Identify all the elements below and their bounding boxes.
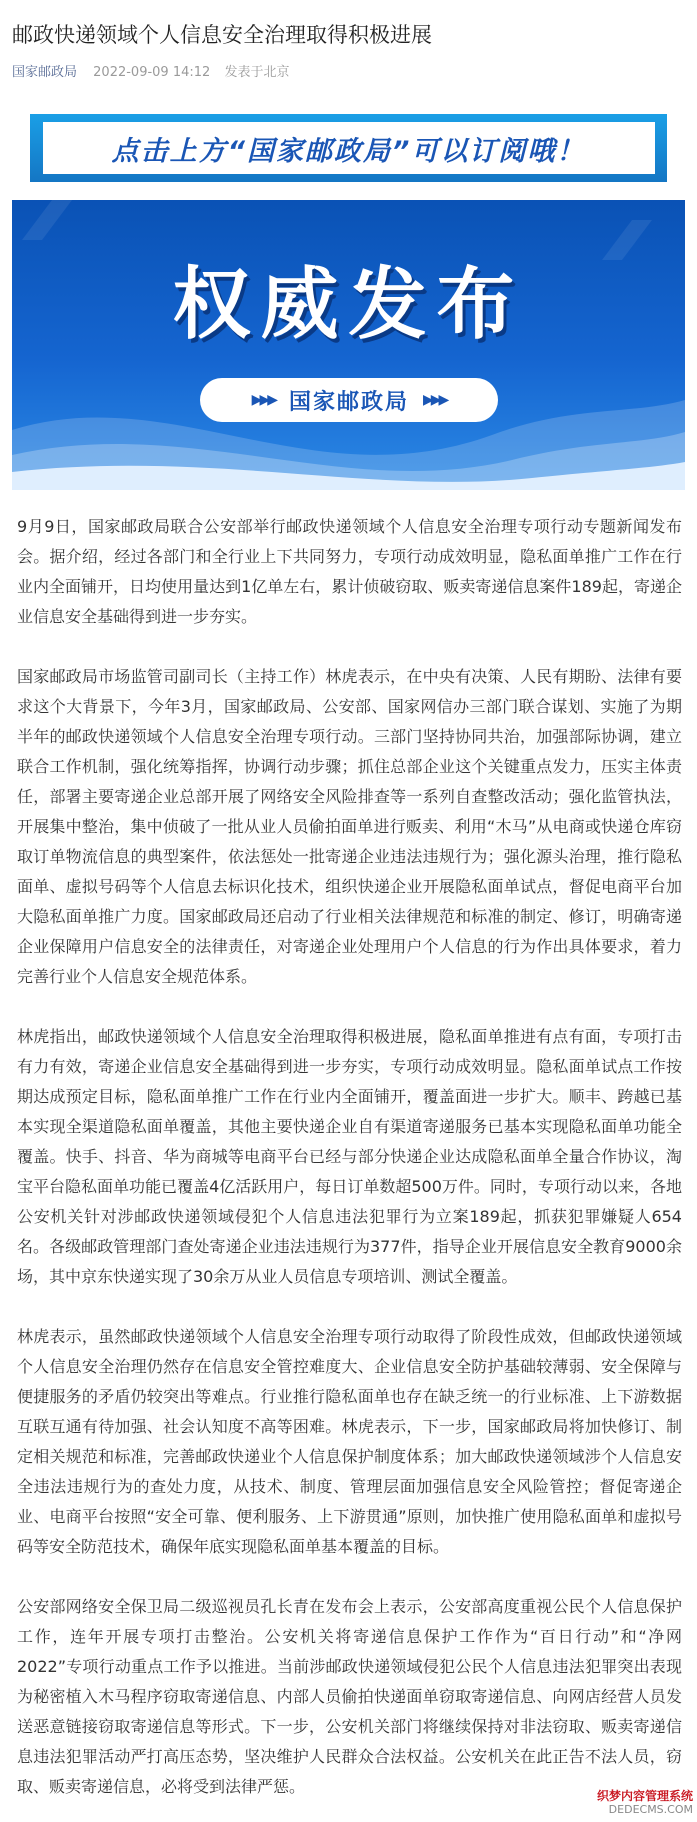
account-name-link[interactable]: 国家邮政局	[12, 65, 78, 80]
article-body	[17, 512, 682, 1822]
subscribe-banner-text: 点击上方“国家邮政局”可以订阅哦！	[43, 122, 655, 174]
article-paragraph: 林虎表示，虽然邮政快递领域个人信息安全治理专项行动取得了阶段性成效，但邮政快递领域个人信息安全治理仍然存在信息安全管控难度大、企业信息安全防护基础较薄弱、安全保障与便捷服务的矛盾仍较突出等难点。行业推行隐私面单也存在缺乏统一的行业标准、上下游数据互联互通有待加强、社会认知度不高等困难。林虎表示，下一步，国家邮政局将加快修订、制定相关规范和标准，完善邮政快递业个人信息保护制度体系；加大邮政快递领域涉个人信息安全违法违规行为的查处力度，从技术、制度、管理层面加强信息安全风险管控；督促寄递企业、电商平台按照“安全可靠、便利服务、上下游贯通”原则，加快推广使用隐私面单和虚拟号码等安全防范技术，确保年底实现隐私面单基本覆盖的目标。	[17, 1327, 682, 1556]
publish-location: 发表于北京	[224, 65, 290, 80]
article-meta	[12, 64, 289, 82]
article-paragraph: 林虎指出，邮政快递领域个人信息安全治理取得积极进展，隐私面单推进有点有面，专项打击有力有效，寄递企业信息安全基础得到进一步夯实，专项行动成效明显。隐私面单试点工作按期达成预定目标，隐私面单推广工作在行业内全面铺开，覆盖面进一步扩大。顺丰、跨越已基本实现全渠道隐私面单覆盖，其他主要快递企业自有渠道寄递服务已基本实现隐私面单功能全覆盖。快手、抖音、华为商城等电商平台已经与部分快递企业达成隐私面单全量合作协议，淘宝平台隐私面单功能已覆盖4亿活跃用户，每日订单数超500万件。同时，专项行动以来，各地公安机关针对涉邮政快递领域侵犯个人信息违法犯罪行为立案189起，抓获犯罪嫌疑人654名。各级邮政管理部门查处寄递企业违法违规行为377件，指导企业开展信息安全教育9000余场，其中京东快递实现了30余万从业人员信息专项培训、测试全覆盖。	[17, 1027, 682, 1286]
hero-banner-image	[12, 200, 685, 490]
watermark-line1: 织梦内容管理系统	[596, 1789, 693, 1803]
publish-date: 2022-09-09 14:12	[93, 65, 211, 80]
hero-badge-label: 国家邮政局	[288, 389, 409, 415]
chevron-right-icon: ▶▶▶	[251, 392, 275, 408]
article-title: 邮政快递领域个人信息安全治理取得积极进展	[12, 23, 432, 47]
chevron-right-icon: ▶▶▶	[423, 392, 447, 408]
watermark-line2: DEDECMS.COM	[608, 1803, 693, 1816]
hero-badge	[200, 378, 498, 422]
site-watermark	[597, 1789, 693, 1816]
article-paragraph: 国家邮政局市场监管司副司长（主持工作）林虎表示，在中央有决策、人民有期盼、法律有要求这个大背景下，今年3月，国家邮政局、公安部、国家网信办三部门联合谋划、实施了为期半年的邮政快递领域个人信息安全治理专项行动。三部门坚持协同共治，加强部际协调，建立联合工作机制，强化统筹指挥，协调行动步骤；抓住总部企业这个关键重点发力，压实主体责任，部署主要寄递企业总部开展了网络安全风险排查等一系列自查整改活动；强化监管执法，开展集中整治，集中侦破了一批从业人员偷拍面单进行贩卖、利用“木马”从电商或快递仓库窃取订单物流信息的典型案件，依法惩处一批寄递企业违法违规行为；强化源头治理，推行隐私面单、虚拟号码等个人信息去标识化技术，组织快递企业开展隐私面单试点，督促电商平台加大隐私面单推广力度。国家邮政局还启动了行业相关法律规范和标准的制定、修订，明确寄递企业保障用户信息安全的法律责任，对寄递企业处理用户个人信息的行为作出具体要求，着力完善行业个人信息安全规范体系。	[17, 667, 682, 986]
article-paragraph: 9月9日，国家邮政局联合公安部举行邮政快递领域个人信息安全治理专项行动专题新闻发布会。据介绍，经过各部门和全行业上下共同努力，专项行动成效明显，隐私面单推广工作在行业内全面铺开，日均使用量达到1亿单左右，累计侦破窃取、贩卖寄递信息案件189起，寄递企业信息安全基础得到进一步夯实。	[17, 517, 682, 626]
article-paragraph: 公安部网络安全保卫局二级巡视员孔长青在发布会上表示，公安部高度重视公民个人信息保护工作，连年开展专项打击整治。公安机关将寄递信息保护工作作为“百日行动”和“净网2022”专项行动重点工作予以推进。当前涉邮政快递领域侵犯公民个人信息违法犯罪突出表现为秘密植入木马程序窃取寄递信息、内部人员偷拍快递面单窃取寄递信息、向网店经营人员发送恶意链接窃取寄递信息等形式。下一步，公安机关部门将继续保持对非法窃取、贩卖寄递信息违法犯罪活动严打高压态势，坚决维护人民群众合法权益。公安机关在此正告不法人员，窃取、贩卖寄递信息，必将受到法律严惩。	[17, 1597, 682, 1796]
hero-title: 权威发布	[172, 260, 525, 350]
subscribe-banner[interactable]	[30, 114, 667, 182]
